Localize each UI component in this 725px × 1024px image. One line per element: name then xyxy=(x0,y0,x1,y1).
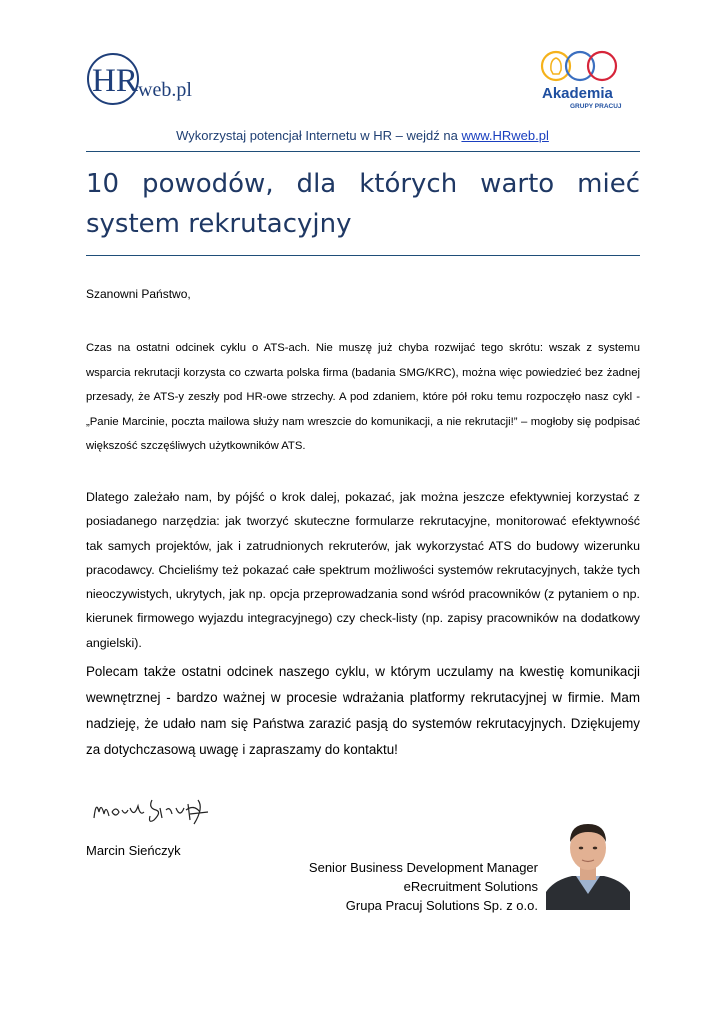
hrweb-logo xyxy=(86,52,206,106)
title-rule xyxy=(86,255,640,256)
signer-name: Marcin Sieńczyk xyxy=(86,843,181,858)
paragraph-closing: Polecam także ostatni odcinek naszego cyklu, w którym uczulamy na kwestię komunikacji wewnętrznej - bardzo ważnej w procesie wdrażania platformy rekrutacyjnej w firmie. Mam nadzieję, że udało nam się Państwa zarazić pasją do systemów rekrutacyjnych. Dziękujemy za dotychczasową uwagę i zapraszamy do kontaktu! xyxy=(86,664,640,757)
hr-logo-suffix: web.pl xyxy=(138,79,192,101)
signature-block xyxy=(250,858,538,915)
handwritten-signature xyxy=(90,790,215,830)
hr-logo-text: HR xyxy=(92,63,138,99)
akademia-logo xyxy=(540,48,624,112)
signer-company: Grupa Pracuj Solutions Sp. z o.o. xyxy=(345,898,538,913)
akademia-subtitle: GRUPY PRACUJ xyxy=(570,103,622,110)
paragraph-body: Dlatego zależało nam, by pójść o krok dalej, pokazać, jak można jeszcze efektywniej korzystać z posiadanego narzędzia: jak tworzyć skuteczne formularze rekrutacyjne, monitorować efektywność tak samych projektów, jak i zatrudnionych rekruterów, jak wykorzystać ATS do budowy wizerunku pracodawcy. Chcieliśmy też pokazać całe spektrum możliwości systemów rekrutacyjnych, także tych nieoczywistych, ukrytych, jak np. opcja przeprowadzania sond wśród pracowników (z pytaniem o np. kierunek firmowego wyjazdu integracyjnego) czy check-listy (np. zapisy pracowników na dodatkowy angielski). xyxy=(86,490,640,650)
header-tagline xyxy=(0,128,725,143)
hrweb-link[interactable]: www.HRweb.pl xyxy=(461,128,549,143)
tagline-text: Wykorzystaj potencjał Internetu w HR – wejdź na xyxy=(176,128,462,143)
header-rule xyxy=(86,151,640,152)
signer-role: Senior Business Development Manager xyxy=(308,860,538,875)
portrait-photo xyxy=(546,812,630,910)
page-title: 10 powodów, dla których warto mieć system rekrutacyjny xyxy=(86,169,640,239)
paragraph-intro: Czas na ostatni odcinek cyklu o ATS-ach. Nie muszę już chyba rozwijać tego skrótu: wszak z systemu wsparcia rekrutacji korzysta co czwarta polska firma (badania SMG/KRC), można więc powiedzieć bez żadnej przesady, że ATS-y zeszły pod HR-owe strzechy. A pod zdaniem, które pół roku temu rozpoczęło nasz cykl - „Panie Marcinie, poczta mailowa służy nam wreszcie do komunikacji, a nie rekrutacji!” – mogłoby się podpisać większość szczęśliwych użytkowników ATS. xyxy=(86,342,640,453)
greeting: Szanowni Państwo, xyxy=(86,287,191,301)
signer-department: eRecruitment Solutions xyxy=(403,879,538,894)
akademia-title: Akademia xyxy=(542,85,613,102)
